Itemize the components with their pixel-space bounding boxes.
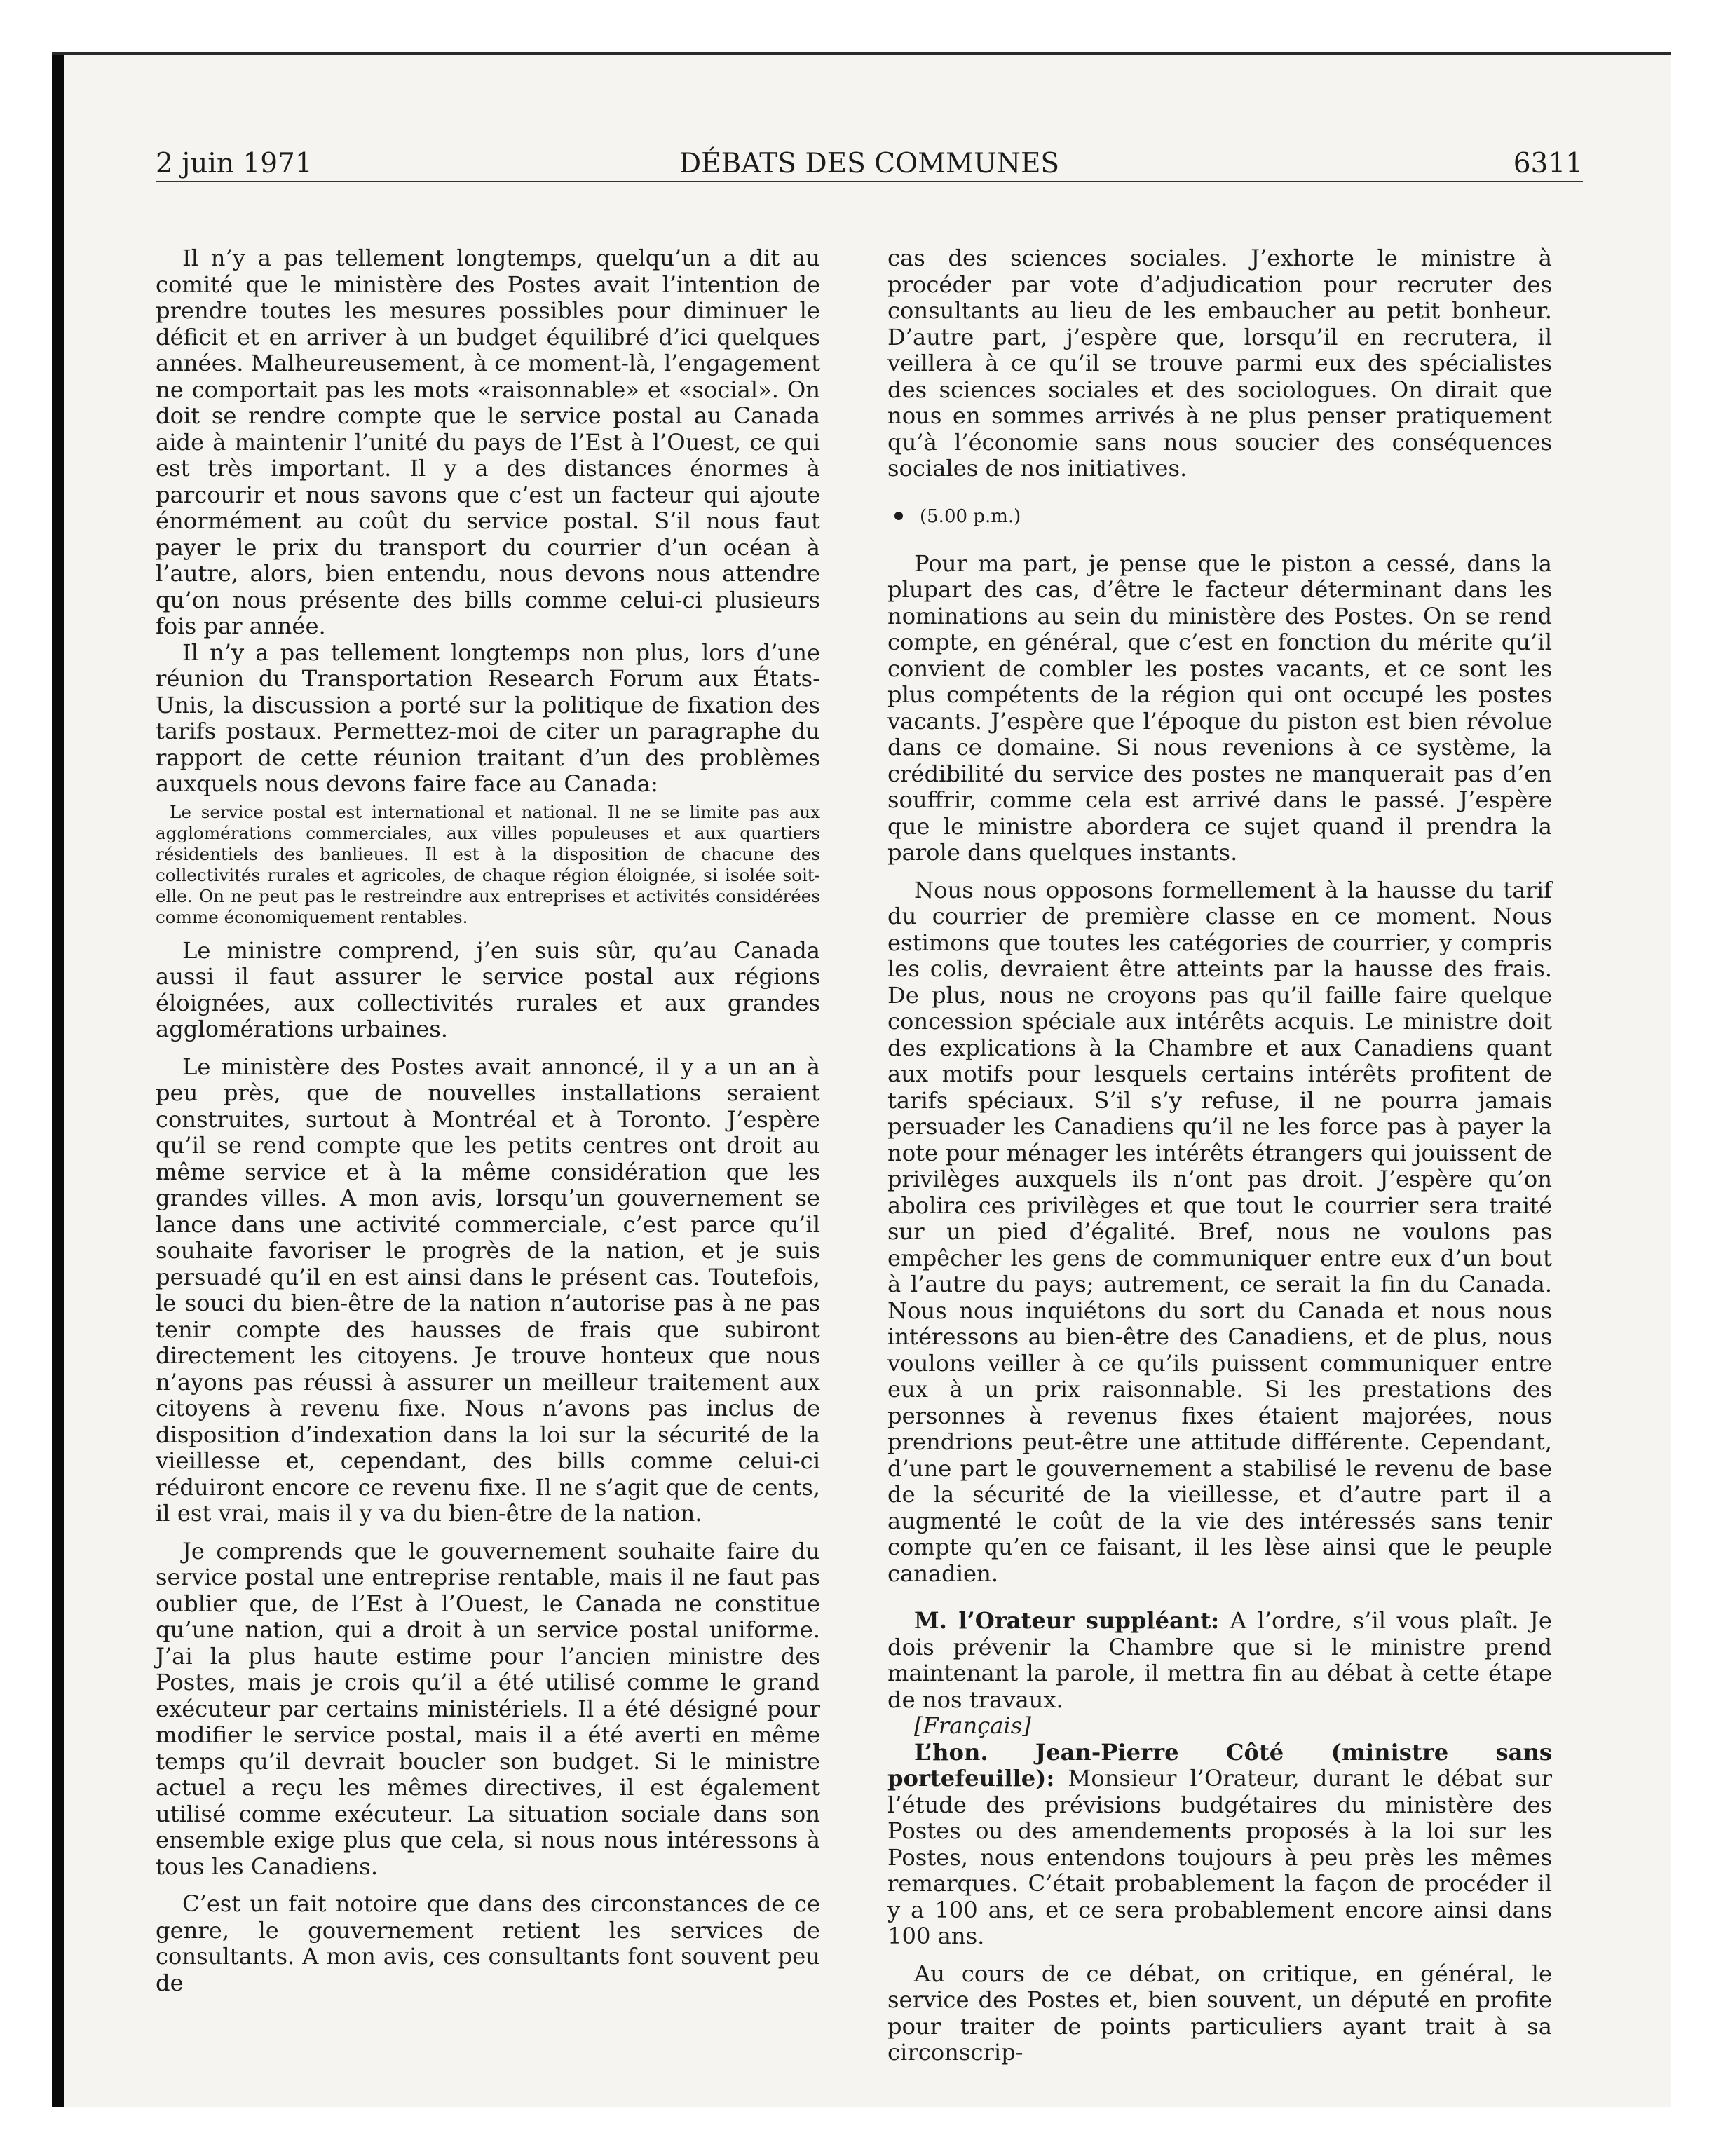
bullet-icon xyxy=(894,512,903,520)
language-marker: [Français] xyxy=(914,1712,1031,1739)
paragraph: cas des sciences sociales. J’exhorte le ministre à procéder par vote d’adjudication pour recruter des consultants au lieu de les embaucher au petit bonheur. D’autre part, j’espère que, lorsqu’il en recrutera, il veillera à ce qu’il se trouve parmi eux des spécialistes des sciences sociales et des sociologues. On dirait que nous en sommes arrivés à ne plus penser pratiquement qu’à l’économie sans nous soucier des conséquences sociales de nos initiatives. xyxy=(887,245,1552,482)
speaker-name: L’hon. Jean-Pierre Côté (ministre sans portefeuille): xyxy=(887,1738,1552,1792)
right-column xyxy=(887,245,1552,2066)
time-marker-text: (5.00 p.m.) xyxy=(920,505,1021,527)
paragraph: C’est un fait notoire que dans des circonstances de ce genre, le gouvernement retient les services de consultants. A mon avis, ces consultants font souvent peu de xyxy=(156,1890,820,1996)
paragraph: Pour ma part, je pense que le piston a cessé, dans la plupart des cas, d’être le facteur déterminant dans les nominations au sein du ministère des Postes. On se rend compte, en général, que c’est en fonction du mérite qu’il convient de combler les postes vacants, et ce sont les plus compétents de la région qui ont occupé les postes vacants. J’espère que l’époque du piston est bien révolue dans ce domaine. Si nous revenions à ce système, la crédibilité du service des postes ne manquerait pas d’en souffrir, comme cela est arrivé dans le passé. J’espère que le ministre abordera ce sujet quand il prendra la parole dans quelques instants. xyxy=(887,550,1552,866)
speaker-paragraph xyxy=(887,1608,1552,1713)
paragraph: Je comprends que le gouvernement souhaite faire du service postal une entreprise rentable, mais il ne faut pas oublier que, de l’Est à l’Ouest, le Canada ne constitue qu’une nation, qui a droit à un service postal uniforme. J’ai la plus haute estime pour l’ancien ministre des Postes, mais je crois qu’il a été utilisé comme le grand exécuteur par certains ministériels. Il a été désigné pour modifier le service postal, mais il a été averti en même temps qu’il devrait boucler son budget. Si le ministre actuel a reçu les mêmes directives, il est également utilisé comme exécuteur. La situation sociale dans son ensemble exige plus que cela, si nous nous intéressons à tous les Canadiens. xyxy=(156,1537,820,1880)
paragraph: Nous nous opposons formellement à la hausse du tarif du courrier de première classe en ce moment. Nous estimons que toutes les catégories de courrier, y compris les colis, devraient être atteints par la hausse des frais. De plus, nous ne croyons pas qu’il faille faire quelque concession spéciale aux intérêts acquis. Le ministre doit des explications à la Chambre et aux Canadiens quant aux motifs pour lesquels certains intérêts profitent de tarifs spéciaux. S’il s’y refuse, il ne pourra jamais persuader les Canadiens qu’il ne les force pas à payer la note pour ménager les intérêts étrangers qui jouissent de privilèges auxquels ils n’ont pas droit. J’espère qu’on abolira ces privilèges et que tout le courrier sera traité sur un pied d’égalité. Bref, nous ne voulons pas empêcher les gens de communiquer entre eux d’un bout à l’autre du pays; autrement, ce serait la fin du Canada. Nous nous inquiétons du sort du Canada et nous nous intéressons au bien-être des Canadiens, et de plus, nous voulons veiller à ce qu’ils puissent communiquer entre eux à un prix raisonnable. Si les prestations des personnes à revenus fixes étaient majorées, nous prendrions peut-être une attitude différente. Cependant, d’une part le gouvernement a stabilisé le revenu de base de la sécurité de la vieillesse, et d’autre part il a augmenté le coût de la vie des intéressés sans tenir compte qu’en ce faisant, il les lèse ainsi que le peuple canadien. xyxy=(887,876,1552,1587)
page-header xyxy=(156,147,1583,181)
paragraph: Il n’y a pas tellement longtemps, quelqu’un a dit au comité que le ministère des Postes avait l’intention de prendre toutes les mesures possibles pour diminuer le déficit et en arriver à un budget équilibré d’ici quelques années. Malheureusement, à ce moment-là, l’engagement ne comportait pas les mots «raisonnable» et «social». On doit se rendre compte que le service postal au Canada aide à maintenir l’unité du pays de l’Est à l’Ouest, ce qui est très important. Il y a des distances énormes à parcourir et nous savons que c’est un facteur qui ajoute énormément au coût du service postal. S’il nous faut payer le prix du transport du courrier d’un océan à l’autre, alors, bien entendu, nous devons nous attendre qu’on nous présente des bills comme celui-ci plusieurs fois par année. xyxy=(156,245,820,639)
speaker-name: M. l’Orateur suppléant: xyxy=(914,1607,1220,1634)
speaker-paragraph xyxy=(887,1740,1552,1950)
paragraph: Le ministre comprend, j’en suis sûr, qu’au Canada aussi il faut assurer le service postal aux régions éloignées, aux collectivités rurales et aux grandes agglomérations urbaines. xyxy=(156,936,820,1042)
speaker-text: Monsieur l’Orateur, durant le débat sur l’étude des prévisions budgétaires du ministère des Postes ou des amendements proposés à la loi sur les Postes, nous entendons toujours à peu près les mêmes remarques. C’était probablement la façon de procéder il y a 100 ans, et ce sera probablement encore ainsi dans 100 ans. xyxy=(887,1765,1552,1949)
left-column xyxy=(156,245,820,1996)
page-number: 6311 xyxy=(1513,148,1583,179)
paragraph: Le ministère des Postes avait annoncé, il y a un an à peu près, que de nouvelles installations seraient construites, surtout à Montréal et à Toronto. J’espère qu’il se rend compte que les petits centres ont droit au même service et à la même considération que les grandes villes. A mon avis, lorsqu’un gouvernement se lance dans une activité commerciale, c’est parce qu’il souhaite favoriser le progrès de la nation, et je suis persuadé qu’il en est ainsi dans le présent cas. Toutefois, le souci du bien-être de la nation n’autorise pas à ne pas tenir compte des hausses de frais que subiront directement les citoyens. Je trouve honteux que nous n’ayons pas réussi à assurer un meilleur traitement aux citoyens à revenu fixe. Nous n’avons pas inclus de disposition d’indexation dans la loi sur la sécurité de la vieillesse et, cependant, des bills comme celui-ci réduiront encore ce revenu fixe. Il ne s’agit que de cents, il est vrai, mais il y va du bien-être de la nation. xyxy=(156,1053,820,1527)
header-rule xyxy=(156,181,1583,182)
paragraph: Il n’y a pas tellement longtemps non plus, lors d’une réunion du Transportation Research Forum aux États-Unis, la discussion a porté sur la politique de fixation des tarifs postaux. Permettez-moi de citer un paragraphe du rapport de cette réunion traitant d’un des problèmes auxquels nous devons faire face au Canada: xyxy=(156,639,820,797)
time-marker xyxy=(887,506,1552,527)
scan-border-left xyxy=(52,52,64,2107)
paragraph: Au cours de ce débat, on critique, en général, le service des Postes et, bien souvent, un député en profite pour traiter de points particuliers ayant trait à sa circonscrip- xyxy=(887,1960,1552,2066)
header-title: DÉBATS DES COMMUNES xyxy=(679,148,1060,179)
speaker-text: A l’ordre, s’il vous plaît. Je dois prévenir la Chambre que si le ministre prend maintenant la parole, il mettra fin au débat à cette étape de nos travaux. xyxy=(887,1607,1552,1713)
block-quote: Le service postal est international et national. Il ne se limite pas aux agglomérations commerciales, aux villes populeuses et aux quartiers résidentiels des banlieues. Il est à la disposition de chacune des collectivités rurales et agricoles, de chaque région éloignée, si isolée soit-elle. On ne peut pas le restreindre aux entreprises et activités considérées comme économiquement rentables. xyxy=(156,801,820,927)
header-date: 2 juin 1971 xyxy=(156,148,313,179)
